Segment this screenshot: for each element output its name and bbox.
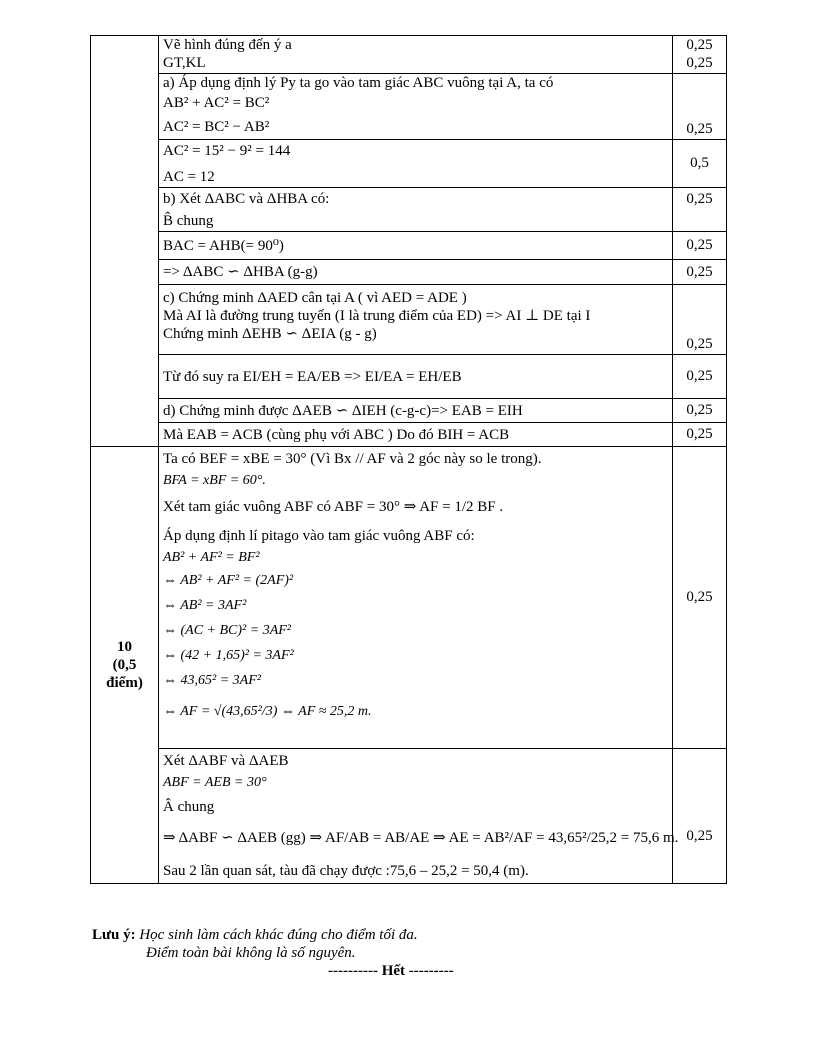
score-cell xyxy=(673,285,727,355)
answer-line: AC = 12 xyxy=(163,169,215,185)
score: 0,25 xyxy=(686,426,713,442)
answer-line: Xét ΔABF và ΔAEB xyxy=(163,753,289,769)
answer-line: ⇒ ΔABF ∽ ΔAEB (gg) ⇒ AF/AB = AB/AE ⇒ AE = AB²/AF = 43,65²/25,2 = 75,6 m. xyxy=(163,830,679,846)
answer-table xyxy=(90,35,727,884)
score-cell xyxy=(673,74,727,140)
table-row xyxy=(91,140,727,188)
table-row xyxy=(91,423,727,447)
answer-line: ⇔ AF = √(43,65²/3) ⇔ AF ≈ 25,2 m. xyxy=(163,704,372,719)
note xyxy=(92,927,418,944)
answer-line: a) Áp dụng định lý Py ta go vào tam giác ABC vuông tại A, ta có xyxy=(163,75,554,91)
answer-line: B̂ chung xyxy=(163,213,214,229)
answer-line: GT,KL xyxy=(163,55,206,71)
question-points: (0,5 xyxy=(112,657,137,673)
score: 0,25 xyxy=(686,402,713,418)
answer-line: AC² = 15² − 9² = 144 xyxy=(163,143,291,159)
table-row xyxy=(91,260,727,285)
score-cell xyxy=(673,36,727,74)
score-cell xyxy=(673,188,727,232)
answer-line: Mà AI là đường trung tuyến (I là trung điểm của ED) => AI ⊥ DE tại I xyxy=(163,308,591,324)
answer-line: ⇔ (AC + BC)² = 3AF² xyxy=(163,623,291,638)
answer-cell xyxy=(159,74,673,140)
answer-cell xyxy=(159,749,679,884)
table-row xyxy=(91,399,727,423)
question-cell xyxy=(91,36,159,447)
answer-line: ABF = AEB = 30° xyxy=(163,775,267,790)
score: 0,25 xyxy=(686,263,713,280)
score: 0,25 xyxy=(686,37,713,53)
score: 0,25 xyxy=(686,191,713,207)
score: 0,25 xyxy=(686,827,713,844)
answer-line: b) Xét ΔABC và ΔHBA có: xyxy=(163,191,330,207)
answer-cell xyxy=(159,423,673,447)
question-label xyxy=(91,447,159,884)
end-marker: ---------- Hết --------- xyxy=(328,963,454,979)
answer-line: Áp dụng định lí pitago vào tam giác vuông ABF có: xyxy=(163,528,475,544)
answer-line: AB² + AC² = BC² xyxy=(163,95,270,111)
answer-cell xyxy=(159,188,673,232)
score: 0,25 xyxy=(686,121,713,137)
score-cell xyxy=(673,399,727,423)
answer-line: Vẽ hình đúng đến ý a xyxy=(163,37,292,53)
answer-cell xyxy=(159,447,673,749)
answer-line: ⇔ AB² = 3AF² xyxy=(163,598,247,613)
score-cell xyxy=(673,447,727,749)
note-text: Học sinh làm cách khác đúng cho điểm tối đa. xyxy=(139,927,418,943)
answer-line: ⇔ (42 + 1,65)² = 3AF² xyxy=(163,648,294,663)
answer-line: AC² = BC² − AB² xyxy=(163,119,270,135)
answer-line: Xét tam giác vuông ABF có ABF = 30° ⇒ AF = 1/2 BF . xyxy=(163,499,504,515)
table-row xyxy=(91,447,727,749)
answer-line: Â chung xyxy=(163,799,215,815)
table-row xyxy=(91,188,727,232)
answer-cell xyxy=(159,232,673,260)
score: 0,25 xyxy=(686,336,713,352)
score: 0,25 xyxy=(686,237,713,253)
answer-line: Chứng minh ΔEHB ∽ ΔEIA (g - g) xyxy=(163,326,377,342)
score-cell xyxy=(673,260,727,285)
answer-line: BFA = xBF = 60°. xyxy=(163,473,266,488)
score-cell xyxy=(673,140,727,188)
answer-cell xyxy=(159,399,673,423)
table-row xyxy=(91,74,727,140)
score: 0,25 xyxy=(686,368,713,384)
score: 0,25 xyxy=(686,55,713,71)
score: 0,25 xyxy=(686,589,713,605)
answer-line: BAC = AHB(= 90⁰) xyxy=(163,237,284,254)
score-cell xyxy=(673,355,727,399)
answer-cell xyxy=(159,285,673,355)
answer-line: ⇔ AB² + AF² = (2AF)² xyxy=(163,573,294,588)
answer-line: c) Chứng minh ΔAED cân tại A ( vì AED = ADE ) xyxy=(163,290,467,306)
answer-line: => ΔABC ∽ ΔHBA (g-g) xyxy=(163,264,318,280)
answer-line: Ta có BEF = xBE = 30° (Vì Bx // AF và 2 góc này so le trong). xyxy=(163,451,542,467)
score-cell xyxy=(673,232,727,260)
score-cell xyxy=(673,423,727,447)
answer-cell xyxy=(159,355,673,399)
score: 0,5 xyxy=(690,155,709,171)
table-row xyxy=(91,36,727,74)
answer-line: Sau 2 lần quan sát, tàu đã chạy được :75,6 – 25,2 = 50,4 (m). xyxy=(163,863,529,879)
answer-line: Mà EAB = ACB (cùng phụ với ABC ) Do đó BIH = ACB xyxy=(163,426,510,443)
answer-line: AB² + AF² = BF² xyxy=(163,550,260,565)
answer-cell xyxy=(159,260,673,285)
score-cell xyxy=(673,749,727,884)
note-label: Lưu ý: xyxy=(92,927,136,943)
note-text-2: Điểm toàn bài không là số nguyên. xyxy=(146,945,356,961)
table-row xyxy=(91,749,727,884)
answer-cell xyxy=(159,140,673,188)
answer-line: ⇔ 43,65² = 3AF² xyxy=(163,673,261,688)
answer-cell xyxy=(159,36,673,74)
table-row xyxy=(91,232,727,260)
question-points-unit: điểm) xyxy=(106,675,143,691)
answer-line: Từ đó suy ra EI/EH = EA/EB => EI/EA = EH/EB xyxy=(163,368,462,385)
question-number: 10 xyxy=(117,639,132,655)
table-row xyxy=(91,355,727,399)
answer-line: d) Chứng minh được ΔAEB ∽ ΔIEH (c-g-c)=> EAB = EIH xyxy=(163,402,523,419)
table-row xyxy=(91,285,727,355)
